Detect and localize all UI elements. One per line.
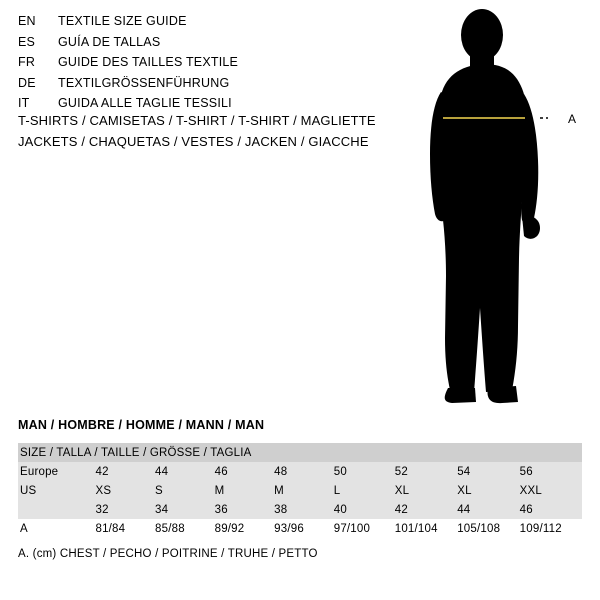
- male-silhouette-figure: [400, 8, 590, 408]
- row-label-a: A: [18, 519, 95, 538]
- cell: 48: [274, 462, 334, 481]
- language-text: GUIDE DES TAILLES TEXTILE: [58, 55, 239, 69]
- size-table: [18, 443, 582, 538]
- table-section-title: MAN / HOMBRE / HOMME / MANN / MAN: [18, 418, 265, 432]
- table-row: [18, 500, 582, 519]
- language-code: EN: [18, 14, 36, 28]
- category-list: [18, 110, 388, 152]
- category-tshirts: T-SHIRTS / CAMISETAS / T-SHIRT / T-SHIRT / MAGLIETTE: [18, 113, 376, 128]
- cell: 56: [520, 462, 582, 481]
- language-row: [18, 76, 358, 97]
- cell: 40: [334, 500, 395, 519]
- cell: 54: [457, 462, 519, 481]
- language-code: ES: [18, 34, 36, 49]
- language-text: GUIDA ALLE TAGLIE TESSILI: [58, 96, 232, 110]
- silhouette-icon: [400, 8, 590, 408]
- cell: 42: [95, 462, 155, 481]
- row-label-europe: Europe: [18, 462, 95, 481]
- row-label-us: US: [18, 481, 95, 500]
- cell: 109/112: [520, 519, 582, 538]
- row-label-empty: [18, 500, 95, 519]
- cell: 38: [274, 500, 334, 519]
- language-text: TEXTILGRÖSSENFÜHRUNG: [58, 75, 230, 90]
- cell: 32: [95, 500, 155, 519]
- table-header-label: SIZE / TALLA / TAILLE / GRÖSSE / TAGLIA: [18, 443, 582, 462]
- cell: 34: [155, 500, 215, 519]
- cell: 85/88: [155, 519, 215, 538]
- cell: 93/96: [274, 519, 334, 538]
- cell: 46: [215, 462, 275, 481]
- cell: 105/108: [457, 519, 519, 538]
- cell: 36: [215, 500, 275, 519]
- language-row: [18, 14, 358, 35]
- cell: S: [155, 481, 215, 500]
- language-list: [18, 14, 358, 117]
- cell: 42: [395, 500, 457, 519]
- cell: XXL: [520, 481, 582, 500]
- table-row: [18, 481, 582, 500]
- language-text: GUÍA DE TALLAS: [58, 34, 161, 49]
- cell: 101/104: [395, 519, 457, 538]
- table-row: [18, 462, 582, 481]
- cell: 44: [457, 500, 519, 519]
- cell: 97/100: [334, 519, 395, 538]
- cell: L: [334, 481, 395, 500]
- cell: XL: [395, 481, 457, 500]
- measure-label-a: A: [568, 112, 577, 126]
- cell: 50: [334, 462, 395, 481]
- table-footnote: A. (cm) CHEST / PECHO / POITRINE / TRUHE / PETTO: [18, 548, 318, 560]
- table-header-row: [18, 443, 582, 462]
- table-row: [18, 519, 582, 538]
- cell: M: [274, 481, 334, 500]
- cell: 46: [520, 500, 582, 519]
- cell: 52: [395, 462, 457, 481]
- category-jackets: JACKETS / CHAQUETAS / VESTES / JACKEN / GIACCHE: [18, 134, 369, 149]
- cell: XL: [457, 481, 519, 500]
- cell: XS: [95, 481, 155, 500]
- language-text: TEXTILE SIZE GUIDE: [58, 14, 187, 28]
- cell: 89/92: [215, 519, 275, 538]
- language-row: [18, 55, 358, 76]
- cell: M: [215, 481, 275, 500]
- cell: 44: [155, 462, 215, 481]
- language-code: FR: [18, 55, 36, 69]
- cell: 81/84: [95, 519, 155, 538]
- language-row: [18, 35, 358, 56]
- language-code: DE: [18, 75, 36, 90]
- language-code: IT: [18, 96, 30, 110]
